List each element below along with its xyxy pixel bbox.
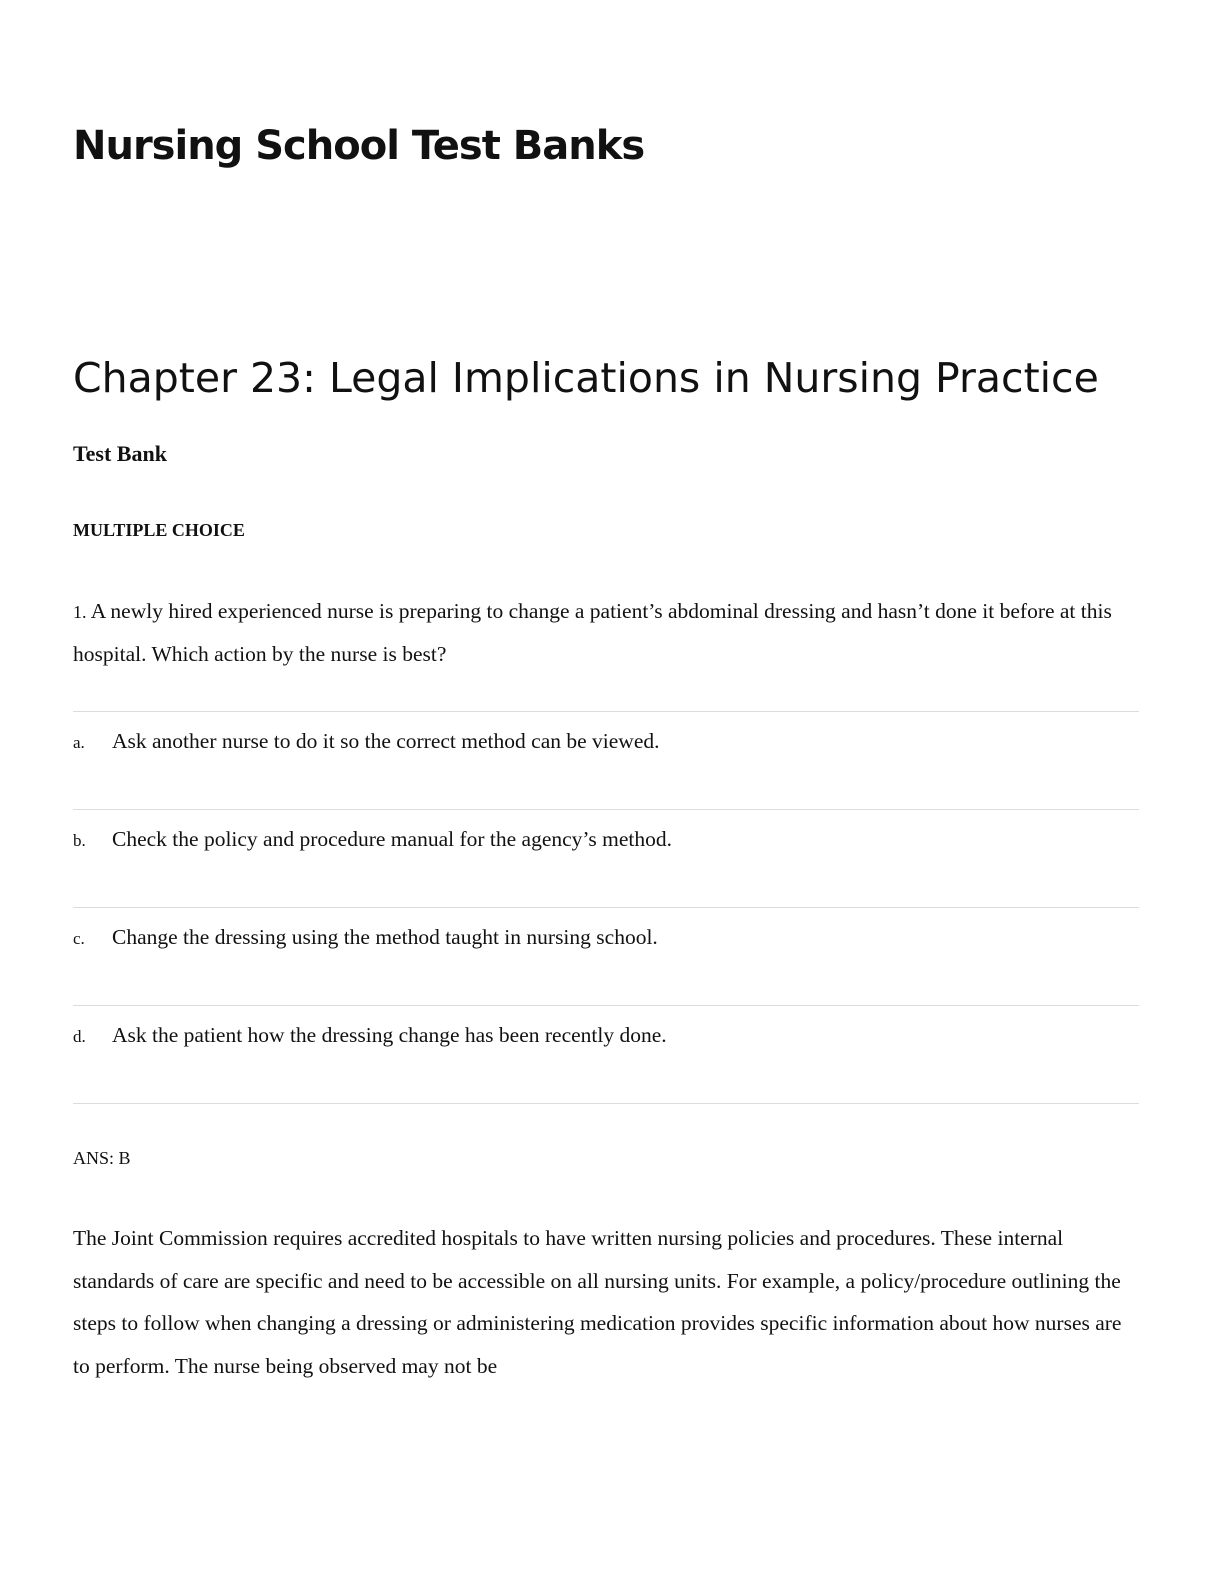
option-c	[73, 907, 1139, 1005]
option-letter: b.	[73, 831, 86, 850]
site-title: Nursing School Test Banks	[73, 123, 645, 169]
section-label: MULTIPLE CHOICE	[73, 520, 245, 540]
question-stem	[73, 590, 1139, 675]
option-text: Ask the patient how the dressing change has been recently done.	[112, 1023, 667, 1047]
option-letter: a.	[73, 733, 85, 752]
question-text: A newly hired experienced nurse is preparing to change a patient’s abdominal dressing and hasn’t done it before at this hospital. Which action by the nurse is best?	[73, 599, 1112, 666]
option-d	[73, 1005, 1139, 1104]
option-a	[73, 711, 1139, 809]
rationale-paragraph: The Joint Commission requires accredited hospitals to have written nursing policies and procedures. These internal standards of care are specific and need to be accessible on all nursing units. For example, a policy/procedure outlining the steps to follow when changing a dressing or administering medication provides specific information about how nurses are to perform. The nurse being observed may not be	[73, 1226, 1122, 1378]
test-bank-subtitle: Test Bank	[73, 441, 167, 466]
answer-options	[73, 711, 1139, 1104]
chapter-title: Chapter 23: Legal Implications in Nursing Practice	[73, 354, 1099, 402]
answer-key: ANS: B	[73, 1148, 131, 1168]
question-number: 1.	[73, 602, 87, 622]
option-text: Change the dressing using the method taught in nursing school.	[112, 925, 658, 949]
option-text: Ask another nurse to do it so the correct method can be viewed.	[112, 729, 660, 753]
option-letter: c.	[73, 929, 85, 948]
option-text: Check the policy and procedure manual for the agency’s method.	[112, 827, 672, 851]
option-b	[73, 809, 1139, 907]
option-letter: d.	[73, 1027, 86, 1046]
